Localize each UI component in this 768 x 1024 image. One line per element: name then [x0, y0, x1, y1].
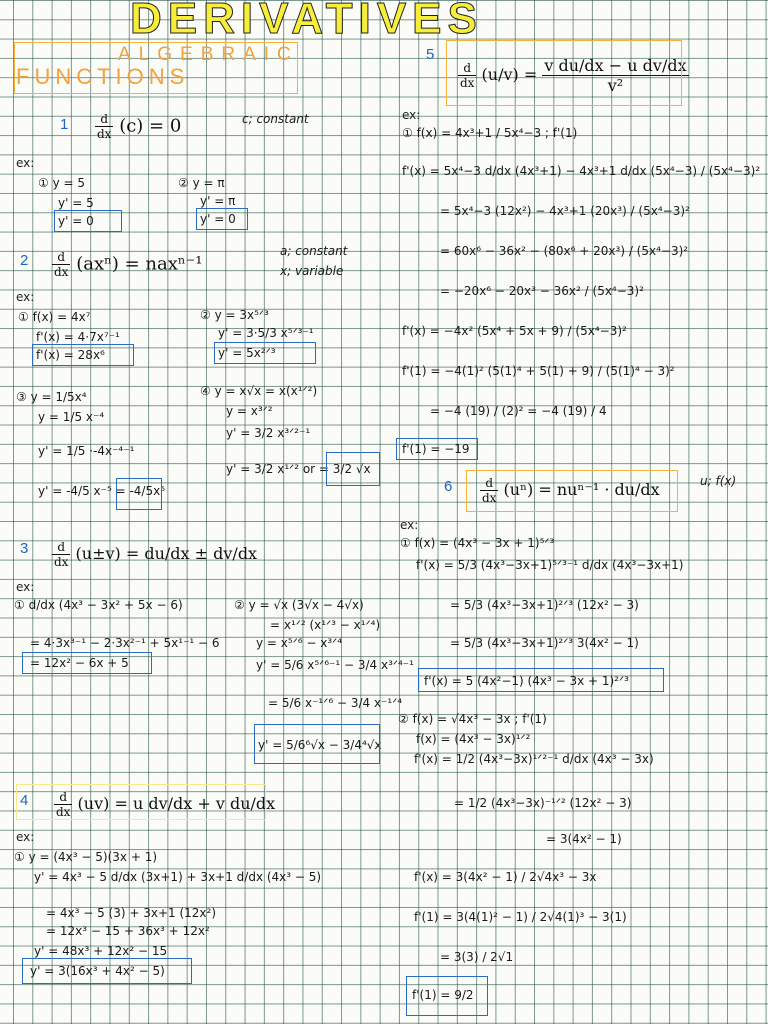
r6-b-6: f'(x) = 3(4x² − 1) / 2√4x³ − 3x	[414, 870, 597, 884]
rule-5-denominator: v²	[607, 76, 624, 95]
r3-b-2: = x¹ᐟ² (x¹ᐟ³ − x¹ᐟ⁴)	[270, 618, 381, 632]
rule-number-3: 3	[20, 540, 29, 557]
r1-a-2: y' = 5	[58, 196, 94, 210]
rule-5-box	[446, 40, 682, 106]
rule-2-formula	[52, 250, 202, 279]
rule-1-formula	[95, 112, 181, 141]
r3-a-answer-box	[22, 652, 152, 674]
rule-6-note: u; f(x)	[700, 474, 737, 488]
r3-b-4: y' = 5/6 x⁵ᐟ⁶⁻¹ − 3/4 x³ᐟ⁴⁻¹	[256, 658, 414, 672]
rule-number-1: 1	[60, 116, 69, 133]
r4-a-2: y' = 4x³ − 5 d/dx (3x+1) + 3x+1 d/dx (4x³ − 5)	[34, 870, 322, 884]
r2-d-2: y = x³ᐟ²	[226, 404, 273, 418]
rule-5-dx: dx	[460, 76, 475, 90]
rule-4-expr: (uv) = u dv/dx + v du/dx	[77, 794, 276, 813]
r2-c-1: ③ y = 1/5x⁴	[16, 390, 87, 404]
r2-d-3: y' = 3/2 x³ᐟ²⁻¹	[226, 426, 311, 440]
rule-number-2: 2	[20, 252, 29, 269]
rule-3-expr: (u±v) = du/dx ± dv/dx	[75, 544, 258, 563]
rule-5-numerator: v du/dx − u dv/dx	[544, 56, 687, 75]
r3-b-answer-box	[254, 724, 380, 764]
r5-a-3: = 5x⁴−3 (12x²) − 4x³+1 (20x³) / (5x⁴−3)²	[440, 204, 690, 218]
r5-a-7: f'(1) = −4(1)² (5(1)⁴ + 5(1) + 9) / (5(1)⁴ − 3)²	[402, 364, 675, 378]
rule-1-dx: dx	[97, 127, 112, 141]
r6-b-8: = 3(3) / 2√1	[440, 950, 514, 964]
r4-a-4: = 12x³ − 15 + 36x³ + 12x²	[46, 924, 210, 938]
r2-c-4: y' = -4/5 x⁻⁵ = -4/5x⁵	[38, 484, 166, 498]
r1-a-answer-box	[54, 210, 122, 232]
ex-label-3: ex:	[16, 580, 35, 594]
rule-3-formula	[52, 540, 257, 569]
rule-4-highlight	[16, 784, 266, 820]
rule-6-box	[466, 470, 678, 512]
rule-2-expr: (axⁿ) = naxⁿ⁻¹	[76, 253, 203, 275]
r4-a-1: ① y = (4x³ − 5)(3x + 1)	[14, 850, 158, 864]
r4-a-6: y' = 3(16x³ + 4x² − 5)	[30, 964, 165, 978]
r2-a-1: ① f(x) = 4x⁷	[18, 310, 91, 324]
r1-b-2: y' = π	[200, 194, 236, 208]
rule-1-note: c; constant	[242, 112, 309, 126]
r3-b-5: = 5/6 x⁻¹ᐟ⁶ − 3/4 x⁻¹ᐟ⁴	[268, 696, 403, 710]
rule-3-d: d	[52, 540, 70, 555]
r6-b-1: ② f(x) = √4x³ − 3x ; f'(1)	[398, 712, 547, 726]
r2-b-1: ② y = 3x⁵ᐟ³	[200, 308, 269, 322]
ex-label-5: ex:	[402, 108, 421, 122]
r3-a-2: = 4·3x³⁻¹ − 2·3x²⁻¹ + 5x¹⁻¹ − 6	[30, 636, 220, 650]
r6-b-answer-box	[406, 976, 488, 1016]
page-title: DERIVATIVES	[130, 0, 483, 43]
rule-4-d: d	[54, 790, 72, 805]
r5-a-4: = 60x⁶ − 36x² − (80x⁶ + 20x³) / (5x⁴−3)²	[440, 244, 689, 258]
rule-2-dx: dx	[54, 265, 69, 279]
r6-a-3: = 5/3 (4x³−3x+1)²ᐟ³ (12x² − 3)	[450, 598, 639, 612]
rule-6-dx: dx	[482, 491, 497, 505]
rule-6-d: d	[480, 476, 498, 491]
r5-a-9: f'(1) = −19	[402, 442, 470, 456]
r2-d-4: y' = 3/2 x¹ᐟ² or = 3/2 √x	[226, 462, 371, 476]
subtitle-algebraic: ALGEBRAIC	[118, 44, 299, 65]
r6-b-2: f(x) = (4x³ − 3x)¹ᐟ²	[416, 732, 531, 746]
r5-a-answer-box	[396, 438, 478, 460]
r5-a-5: = −20x⁶ − 20x³ − 36x² / (5x⁴−3)²	[440, 284, 644, 298]
r6-b-9: f'(1) = 9/2	[412, 988, 474, 1002]
r4-a-3: = 4x³ − 5 (3) + 3x+1 (12x²)	[46, 906, 217, 920]
r6-a-1: ① f(x) = (4x³ − 3x + 1)⁵ᐟ³	[400, 536, 555, 550]
r1-a-3: y' = 0	[58, 214, 94, 228]
r6-a-answer-box	[418, 668, 664, 692]
r1-a-1: ① y = 5	[38, 176, 85, 190]
ex-label-1: ex:	[16, 156, 35, 170]
rule-2-d: d	[52, 250, 70, 265]
r2-d-answer-box	[326, 452, 380, 486]
r2-d-1: ④ y = x√x = x(x¹ᐟ²)	[200, 384, 318, 398]
r4-a-5: y' = 48x³ + 12x² − 15	[34, 944, 168, 958]
rule-2-note-b: x; variable	[280, 264, 344, 278]
r2-b-answer-box	[214, 342, 316, 364]
r6-a-5: f'(x) = 5 (4x²−1) (4x³ − 3x + 1)²ᐟ³	[424, 674, 629, 688]
r3-b-1: ② y = √x (3√x − 4√x)	[234, 598, 364, 612]
r6-b-5: = 3(4x² − 1)	[546, 832, 622, 846]
r3-a-1: ① d/dx (4x³ − 3x² + 5x − 6)	[14, 598, 183, 612]
r2-a-answer-box	[32, 344, 134, 366]
r6-b-3: f'(x) = 1/2 (4x³−3x)¹ᐟ²⁻¹ d/dx (4x³ − 3x)	[414, 752, 654, 766]
r6-a-4: = 5/3 (4x³−3x+1)²ᐟ³ 3(4x² − 1)	[450, 636, 639, 650]
r2-a-3: f'(x) = 28x⁶	[36, 348, 105, 362]
r3-a-3: = 12x² − 6x + 5	[30, 656, 129, 670]
r1-b-answer-box	[196, 208, 248, 230]
rule-6-expr: (uⁿ) = nuⁿ⁻¹ · du/dx	[503, 480, 660, 499]
rule-1-d: d	[95, 112, 113, 127]
ex-label-4: ex:	[16, 830, 35, 844]
ex-label-2: ex:	[16, 290, 35, 304]
r5-a-6: f'(x) = −4x² (5x⁴ + 5x + 9) / (5x⁴−3)²	[402, 324, 627, 338]
rule-5-expr: (u/v) =	[481, 65, 538, 84]
r2-b-3: y' = 5x²ᐟ³	[218, 346, 276, 360]
r1-b-3: y' = 0	[200, 212, 236, 226]
r6-a-2: f'(x) = 5/3 (4x³−3x+1)⁵ᐟ³⁻¹ d/dx (4x³−3x+1)	[416, 558, 684, 572]
r5-a-2: f'(x) = 5x⁴−3 d/dx (4x³+1) − 4x³+1 d/dx (5x⁴−3) / (5x⁴−3)²	[402, 164, 761, 178]
r2-b-2: y' = 3·5/3 x⁵ᐟ³⁻¹	[218, 326, 314, 340]
rule-4-dx: dx	[56, 805, 71, 819]
rule-number-5: 5	[426, 46, 435, 63]
r2-c-3: y' = 1/5 ·-4x⁻⁴⁻¹	[38, 444, 135, 458]
rule-3-dx: dx	[54, 555, 69, 569]
r3-b-6: y' = 5/6⁶√x − 3/4⁴√x	[258, 738, 382, 752]
r2-c-2: y = 1/5 x⁻⁴	[38, 410, 105, 424]
r6-b-4: = 1/2 (4x³−3x)⁻¹ᐟ² (12x² − 3)	[454, 796, 632, 810]
r5-a-8: = −4 (19) / (2)² = −4 (19) / 4	[430, 404, 607, 418]
ex-label-6: ex:	[400, 518, 419, 532]
rule-5-d: d	[458, 61, 476, 76]
r3-b-3: y = x⁵ᐟ⁶ − x³ᐟ⁴	[256, 636, 343, 650]
rule-1-expr: (c) = 0	[119, 115, 182, 137]
r5-a-1: ① f(x) = 4x³+1 / 5x⁴−3 ; f'(1)	[402, 126, 578, 140]
r2-a-2: f'(x) = 4·7x⁷⁻¹	[36, 330, 120, 344]
r4-a-answer-box	[22, 958, 192, 984]
rule-number-4: 4	[20, 792, 29, 809]
r6-b-7: f'(1) = 3(4(1)² − 1) / 2√4(1)³ − 3(1)	[414, 910, 627, 924]
subtitle-box	[14, 42, 298, 94]
rule-number-6: 6	[444, 478, 453, 495]
rule-2-note-a: a; constant	[280, 244, 348, 258]
subtitle-functions: FUNCTIONS	[16, 64, 190, 89]
r1-b-1: ② y = π	[178, 176, 225, 190]
r2-c-answer-box	[116, 478, 162, 510]
